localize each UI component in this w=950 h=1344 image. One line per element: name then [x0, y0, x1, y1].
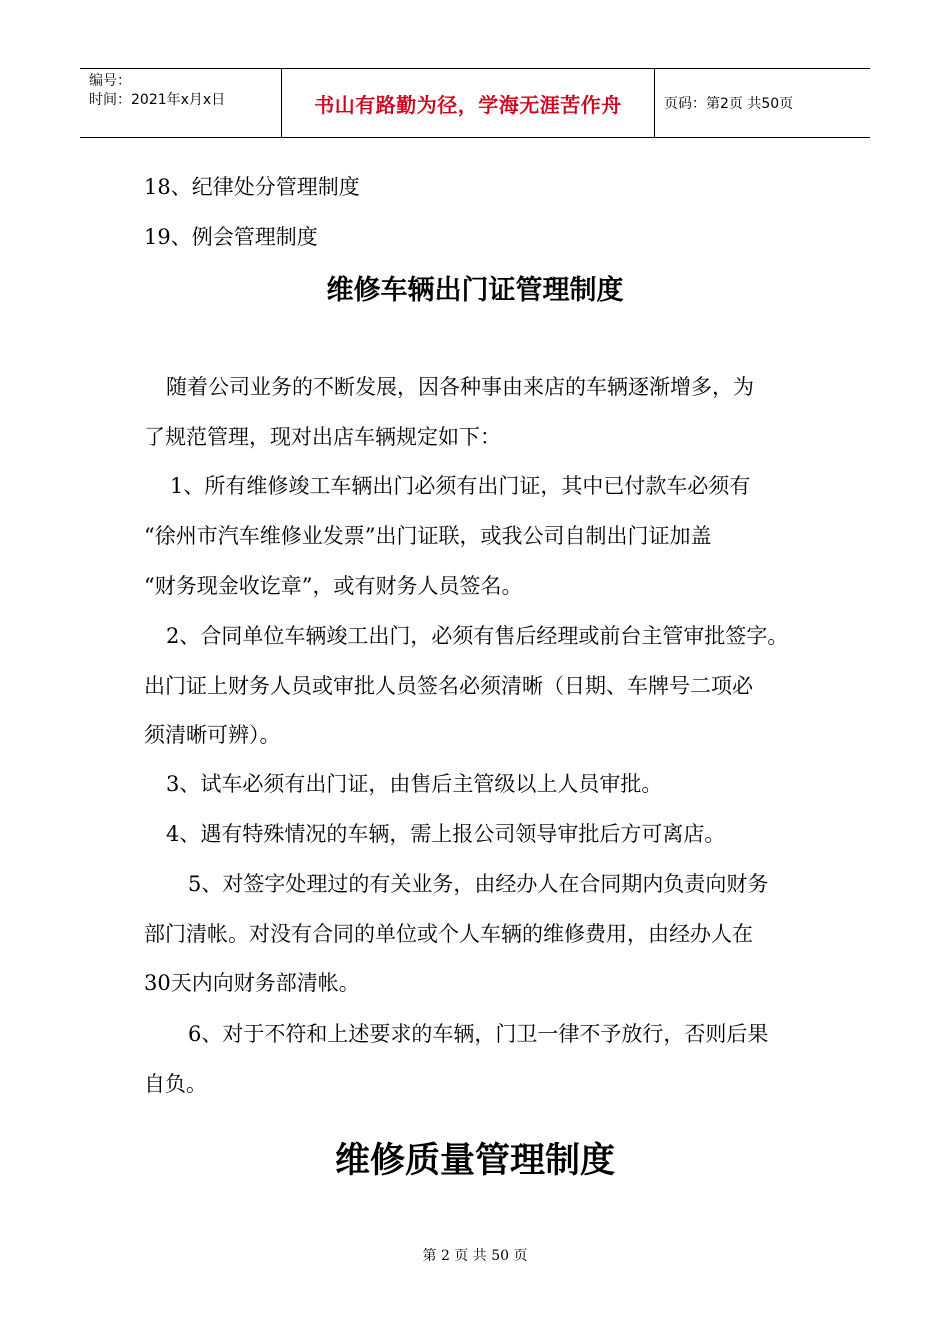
page-footer: 第 2 页 共 50 页	[422, 1248, 528, 1264]
body-line: 自负。	[144, 1072, 207, 1096]
document-number-label: 编号：	[89, 73, 131, 89]
body-line: “徐州市汽车维修业发票”出门证联，或我公司自制出门证加盖	[144, 524, 712, 548]
section-title: 维修质量管理制度	[334, 1141, 615, 1181]
document-date: 时间：2021年x月x日	[89, 92, 226, 108]
body-line: 须清晰可辨）。	[144, 723, 281, 747]
body-line: 6、对于不符和上述要求的车辆，门卫一律不予放行，否则后果	[188, 1022, 769, 1046]
body-line: 5、对签字处理过的有关业务，由经办人在合同期内负责向财务	[188, 872, 769, 896]
section-title: 维修车辆出门证管理制度	[326, 275, 624, 306]
header-motto: 书山有路勤为径，学海无涯苦作舟	[282, 69, 655, 137]
page-header	[80, 68, 870, 138]
body-line: 出门证上财务人员或审批人员签名必须清晰（日期、车牌号二项必	[144, 674, 753, 698]
toc-item: 19、例会管理制度	[144, 225, 318, 249]
header-page-info: 页码：第2页 共50页	[664, 96, 794, 112]
body-line: 了规范管理，现对出店车辆规定如下：	[144, 425, 501, 449]
toc-item: 18、纪律处分管理制度	[144, 175, 360, 199]
body-line: 随着公司业务的不断发展，因各种事由来店的车辆逐渐增多，为	[166, 375, 754, 399]
body-line: 4、遇有特殊情况的车辆，需上报公司领导审批后方可离店。	[166, 822, 726, 846]
body-line: “财务现金收讫章”，或有财务人员签名。	[144, 574, 523, 598]
body-line: 部门清帐。对没有合同的单位或个人车辆的维修费用，由经办人在	[144, 922, 753, 946]
body-line: 1、所有维修竣工车辆出门必须有出门证，其中已付款车必须有	[170, 474, 751, 498]
body-line: 3、试车必须有出门证，由售后主管级以上人员审批。	[166, 772, 663, 796]
body-line: 2、合同单位车辆竣工出门，必须有售后经理或前台主管审批签字。	[166, 624, 789, 648]
header-meta	[80, 69, 282, 137]
body-line: 30天内向财务部清帐。	[144, 971, 360, 995]
